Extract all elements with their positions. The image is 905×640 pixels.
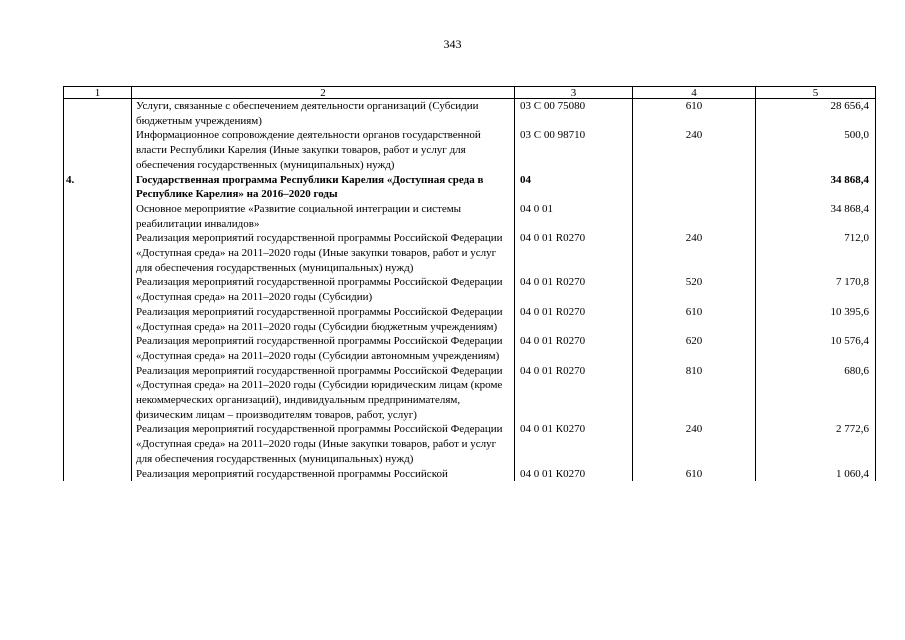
column-header-2: 2 <box>132 87 515 99</box>
target-article-cell: 04 0 01 К0270 <box>515 467 633 482</box>
table-row <box>64 99 876 129</box>
row-number-cell <box>64 305 132 334</box>
target-article-cell: 04 0 01 <box>515 202 633 231</box>
expense-type-cell <box>633 173 756 202</box>
expense-type-cell: 810 <box>633 364 756 423</box>
row-name-cell: Реализация мероприятий государственной программы Российской Федерации «Доступная среда» на 2011–2020 годы (Субсидии) <box>132 275 515 304</box>
table-row <box>64 305 876 334</box>
expense-type-cell: 610 <box>633 99 756 129</box>
table-row <box>64 231 876 275</box>
target-article-cell: 04 0 01 R0270 <box>515 275 633 304</box>
row-number-cell <box>64 202 132 231</box>
row-name-cell: Реализация мероприятий государственной программы Российской Федерации «Доступная среда» на 2011–2020 годы (Иные закупки товаров, работ и услуг для обеспечения государственных (муниципальных) нужд) <box>132 422 515 466</box>
amount-cell: 10 395,6 <box>756 305 876 334</box>
target-article-cell: 04 0 01 К0270 <box>515 422 633 466</box>
expense-type-cell: 520 <box>633 275 756 304</box>
table-row <box>64 202 876 231</box>
row-name-cell: Основное мероприятие «Развитие социальной интеграции и системы реабилитации инвалидов» <box>132 202 515 231</box>
expense-type-cell: 620 <box>633 334 756 363</box>
row-number-cell: 4. <box>64 173 132 202</box>
row-name-cell: Реализация мероприятий государственной программы Российской Федерации «Доступная среда» на 2011–2020 годы (Субсидии юридическим лицам (кроме некоммерческих организаций), индивидуальным предпринимателям, физическим лицам – производителям товаров, работ, услуг) <box>132 364 515 423</box>
amount-cell: 10 576,4 <box>756 334 876 363</box>
column-header-3: 3 <box>515 87 633 99</box>
row-number-cell <box>64 231 132 275</box>
amount-cell: 34 868,4 <box>756 202 876 231</box>
target-article-cell: 04 <box>515 173 633 202</box>
table-row <box>64 334 876 363</box>
table-row <box>64 467 876 482</box>
amount-cell: 1 060,4 <box>756 467 876 482</box>
table-row <box>64 422 876 466</box>
header-row <box>64 87 876 99</box>
row-name-cell: Реализация мероприятий государственной программы Российской <box>132 467 515 482</box>
row-name-cell: Информационное сопровождение деятельности органов государственной власти Республики Карелия (Иные закупки товаров, работ и услуг для обеспечения государственных (муниципальных) нужд) <box>132 128 515 172</box>
amount-cell: 680,6 <box>756 364 876 423</box>
expense-type-cell: 240 <box>633 128 756 172</box>
row-name-cell: Услуги, связанные с обеспечением деятельности организаций (Субсидии бюджетным учреждениям) <box>132 99 515 129</box>
table-row <box>64 173 876 202</box>
row-number-cell <box>64 128 132 172</box>
row-name-cell: Реализация мероприятий государственной программы Российской Федерации «Доступная среда» на 2011–2020 годы (Иные закупки товаров, работ и услуг для обеспечения государственных (муниципальных) нужд) <box>132 231 515 275</box>
target-article-cell: 04 0 01 R0270 <box>515 364 633 423</box>
row-number-cell <box>64 334 132 363</box>
amount-cell: 7 170,8 <box>756 275 876 304</box>
row-name-cell: Реализация мероприятий государственной программы Российской Федерации «Доступная среда» на 2011–2020 годы (Субсидии автономным учреждениям) <box>132 334 515 363</box>
row-name-cell: Реализация мероприятий государственной программы Российской Федерации «Доступная среда» на 2011–2020 годы (Субсидии бюджетным учреждениям) <box>132 305 515 334</box>
row-number-cell <box>64 364 132 423</box>
table-header <box>64 87 876 99</box>
column-header-1: 1 <box>64 87 132 99</box>
column-header-4: 4 <box>633 87 756 99</box>
expense-type-cell: 240 <box>633 422 756 466</box>
row-number-cell <box>64 467 132 482</box>
target-article-cell: 04 0 01 R0270 <box>515 305 633 334</box>
table-row <box>64 275 876 304</box>
amount-cell: 2 772,6 <box>756 422 876 466</box>
row-number-cell <box>64 422 132 466</box>
expense-type-cell: 240 <box>633 231 756 275</box>
row-name-cell: Государственная программа Республики Карелия «Доступная среда в Республике Карелия» на 2016–2020 годы <box>132 173 515 202</box>
budget-table <box>63 86 876 481</box>
expense-type-cell: 610 <box>633 467 756 482</box>
target-article-cell: 03 С 00 75080 <box>515 99 633 129</box>
row-number-cell <box>64 99 132 129</box>
expense-type-cell: 610 <box>633 305 756 334</box>
amount-cell: 34 868,4 <box>756 173 876 202</box>
page-number: 343 <box>443 37 462 51</box>
amount-cell: 28 656,4 <box>756 99 876 129</box>
amount-cell: 712,0 <box>756 231 876 275</box>
table-row <box>64 364 876 423</box>
target-article-cell: 03 С 00 98710 <box>515 128 633 172</box>
target-article-cell: 04 0 01 R0270 <box>515 334 633 363</box>
row-number-cell <box>64 275 132 304</box>
expense-type-cell <box>633 202 756 231</box>
table-body <box>64 99 876 482</box>
target-article-cell: 04 0 01 R0270 <box>515 231 633 275</box>
table-row <box>64 128 876 172</box>
amount-cell: 500,0 <box>756 128 876 172</box>
column-header-5: 5 <box>756 87 876 99</box>
